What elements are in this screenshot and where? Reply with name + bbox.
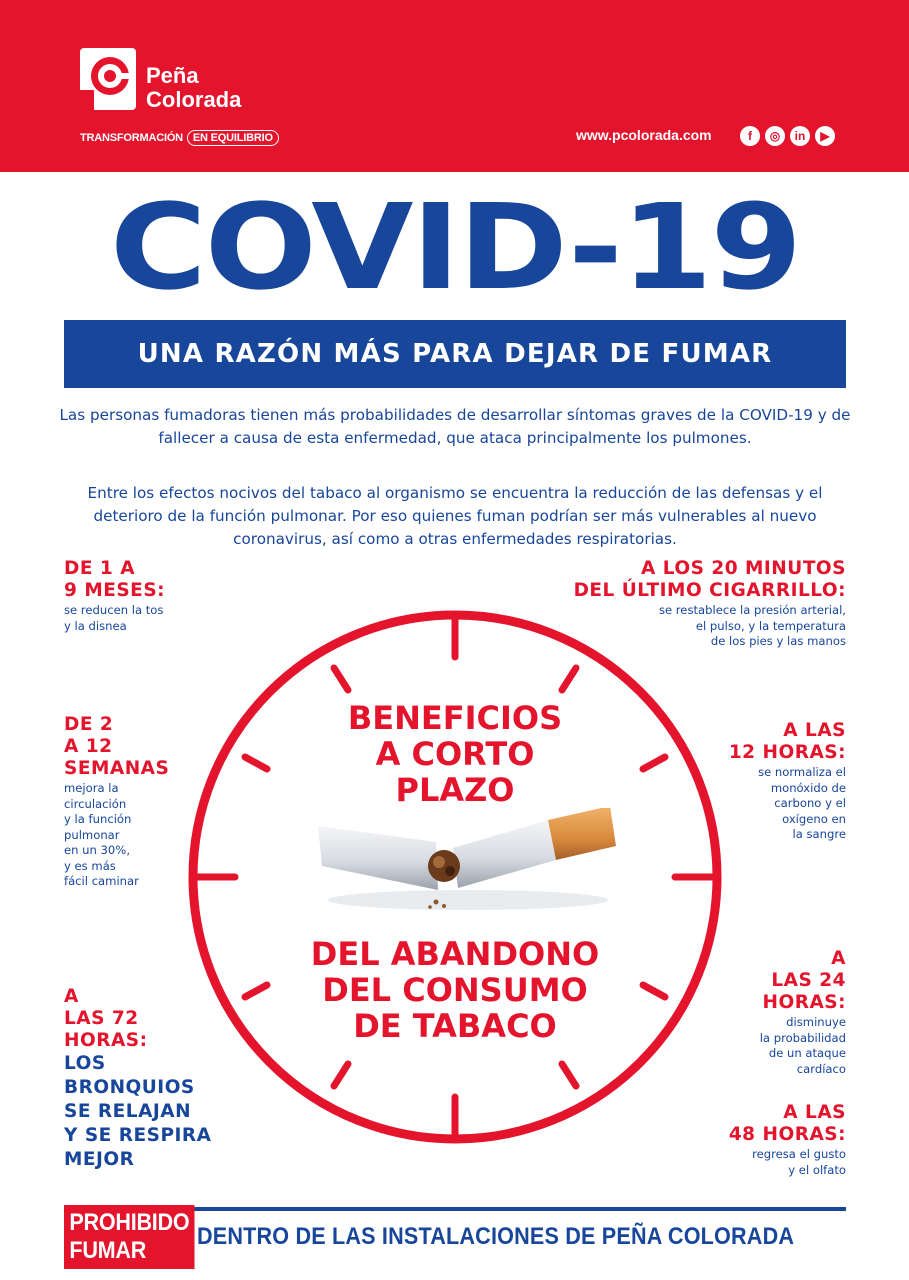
benefit-desc-line: se normaliza el [758, 765, 846, 779]
tick-1 [562, 668, 576, 690]
benefit-desc-line: y la disnea [64, 618, 127, 633]
linkedin-icon[interactable]: in [790, 126, 810, 146]
benefit-12-hours [680, 720, 846, 843]
benefit-desc-bold: Y SE RESPIRA [64, 1125, 212, 1146]
benefit-desc-line: regresa el gusto [752, 1147, 846, 1161]
circle-bottom-text [255, 936, 655, 1044]
benefit-24-hours [680, 948, 846, 1077]
benefit-desc [64, 603, 264, 634]
benefit-heading: LAS 72 [64, 1008, 139, 1029]
benefit-heading: A LAS [783, 1102, 846, 1123]
benefit-heading: A LOS 20 MINUTOS [640, 558, 846, 579]
tick-5 [562, 1064, 576, 1086]
benefit-desc-bold: BRONQUIOS [64, 1077, 195, 1098]
circle-bottom-line-3: DE TABACO [353, 1007, 557, 1045]
benefit-desc-line: pulmonar [64, 827, 120, 842]
circle-bottom-line-1: DEL ABANDONO [310, 935, 600, 973]
benefit-heading: SEMANAS [64, 758, 170, 779]
benefit-desc-bold: LOS [64, 1053, 106, 1074]
benefit-heading: A 12 [64, 736, 113, 757]
benefit-heading: HORAS: [64, 1030, 148, 1051]
benefit-heading: 48 HORAS: [728, 1124, 846, 1145]
benefit-heading: LAS 24 [771, 970, 846, 991]
facebook-icon[interactable]: f [740, 126, 760, 146]
benefit-heading: 9 MESES: [64, 580, 166, 601]
benefit-desc-line: la sangre [792, 827, 846, 841]
circle-top-line-1: BENEFICIOS [347, 699, 563, 737]
benefit-desc [500, 603, 846, 650]
benefit-desc-line: y la función [64, 812, 132, 826]
broken-cigarette-image [318, 808, 618, 918]
circle-bottom-line-2: DEL CONSUMO [322, 971, 588, 1009]
benefit-desc [680, 765, 846, 843]
benefit-heading: A [64, 986, 79, 1007]
benefit-desc-line: mejora la [64, 781, 119, 795]
intro-paragraph-1: Las personas fumadoras tienen más probabilidades de desarrollar síntomas graves de la COVID-19 y de fallecer a causa de esta enfermedad, que ataca principalmente los pulmones. [59, 406, 851, 447]
benefit-desc-line: carbono y el [774, 796, 846, 810]
benefit-heading: HORAS: [762, 992, 846, 1013]
benefit-desc-line: y es más [64, 858, 116, 873]
website-link[interactable]: www.pcolorada.com [576, 127, 712, 143]
benefit-72-hours [64, 986, 264, 1172]
benefit-heading: A [831, 948, 846, 969]
youtube-icon[interactable]: ▶ [815, 126, 835, 146]
benefit-desc-line: el pulso, y la temperatura [695, 618, 846, 633]
instagram-icon[interactable]: ◎ [765, 126, 785, 146]
footer-text: DENTRO DE LAS INSTALACIONES DE PEÑA COLORADA [197, 1223, 795, 1250]
benefit-heading: A LAS [783, 720, 846, 741]
benefit-desc-line: de los pies y las manos [710, 634, 846, 648]
benefit-2-to-12-weeks [64, 714, 214, 890]
benefit-desc-bold: SE RELAJAN [64, 1101, 192, 1122]
tick-7 [334, 1064, 348, 1086]
benefit-desc-line: en un 30%, [64, 843, 131, 857]
benefit-desc-line: monóxido de [770, 780, 846, 795]
page-title: COVID-19 [109, 178, 801, 316]
brand-line-2: Colorada [146, 87, 242, 112]
benefit-desc [64, 781, 214, 890]
benefit-desc-line: y el olfato [788, 1162, 846, 1177]
benefit-desc-line: circulación [64, 796, 127, 811]
benefit-heading: DE 2 [64, 714, 114, 735]
benefit-desc-line: disminuye [786, 1015, 846, 1029]
benefit-heading: DEL ÚLTIMO CIGARRILLO: [573, 580, 846, 601]
benefit-desc-line: de un ataque [768, 1046, 846, 1060]
tick-11 [334, 668, 348, 690]
benefit-48-hours [680, 1102, 846, 1178]
footer-banner [64, 1209, 846, 1264]
brand-line-1: Peña [146, 63, 199, 88]
benefit-desc-line: fácil caminar [64, 874, 139, 888]
benefit-1-to-9-months [64, 558, 264, 634]
benefit-desc [680, 1147, 846, 1178]
benefit-desc-line: la probabilidad [759, 1030, 846, 1045]
benefit-desc-line: cardíaco [796, 1061, 846, 1076]
circle-top-line-3: PLAZO [395, 771, 515, 809]
benefit-desc-line: se restablece la presión arterial, [658, 603, 846, 617]
benefit-20-minutes [500, 558, 846, 650]
no-smoking-label: PROHIBIDO FUMAR [64, 1205, 195, 1269]
benefit-desc-line: se reducen la tos [64, 603, 164, 617]
benefit-desc-bold: MEJOR [64, 1149, 135, 1170]
benefit-heading: 12 HORAS: [728, 742, 846, 763]
tagline-text: TRANSFORMACIÓN [80, 132, 183, 144]
subtitle-text: UNA RAZÓN MÁS PARA DEJAR DE FUMAR [137, 339, 773, 369]
circle-top-line-2: A CORTO [375, 735, 535, 773]
intro-paragraph-2: Entre los efectos nocivos del tabaco al organismo se encuentra la reducción de las defensas y el deterioro de la función pulmonar. Por eso quienes fuman podrían ser más vulnerables al nuevo coronavirus, así como a otras enfermedades respiratorias. [87, 484, 823, 548]
benefit-heading: DE 1 A [64, 558, 136, 579]
tagline-pill: EN EQUILIBRIO [187, 130, 279, 146]
circle-top-text [255, 700, 655, 808]
benefit-desc-line: oxígeno en [782, 811, 846, 826]
benefit-desc [680, 1015, 846, 1077]
